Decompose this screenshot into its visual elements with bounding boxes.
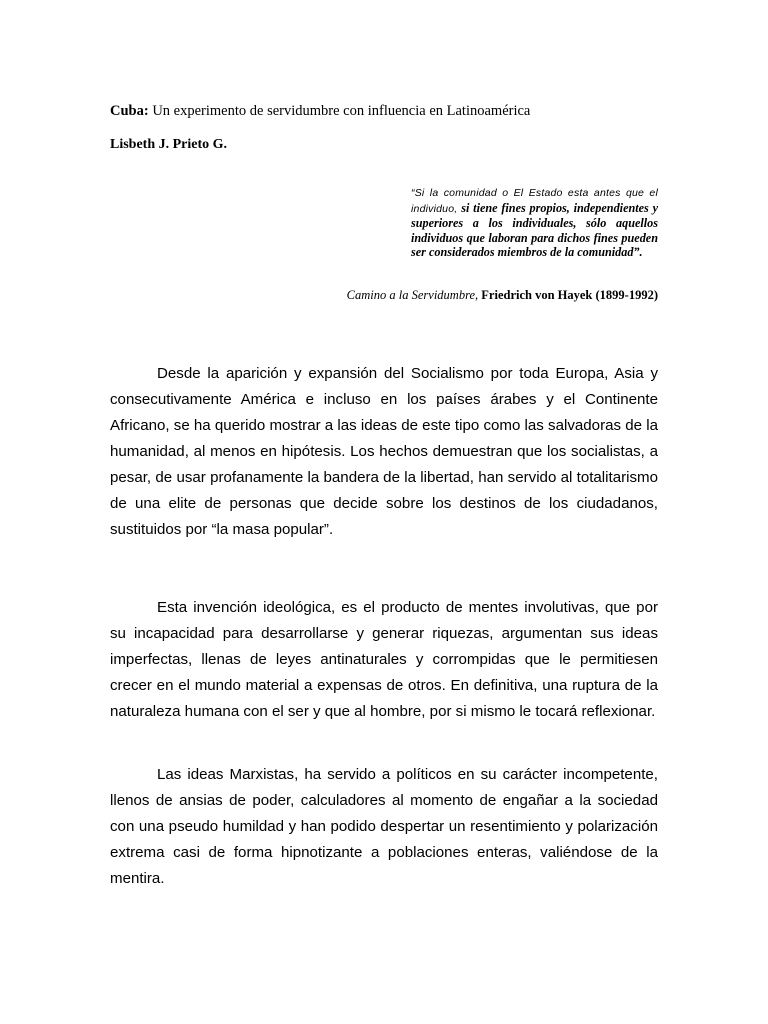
epigraph-quote-emphasis: si tiene fines propios, independientes y superiores a los individuales, sólo aquellos individuos que laboran para dichos fines pueden ser considerados miembros de la comunidad”.: [411, 200, 659, 259]
author-name: Lisbeth J. Prieto G.: [110, 137, 228, 152]
source-author: Friedrich von Hayek (1899-1992): [478, 288, 658, 302]
title-label: Cuba:: [110, 103, 149, 119]
document-title: [110, 102, 670, 120]
source-work: Camino a la Servidumbre,: [346, 288, 479, 302]
epigraph-source: [347, 287, 658, 303]
epigraph-quote-plain: “Si la comunidad o El Estado esta antes que el individuo,: [411, 187, 658, 215]
body-paragraph-3: Las ideas Marxistas, ha servido a políticos en su carácter incompetente, llenos de ansias de poder, calculadores al momento de engañar a la sociedad con una pseudo humildad y han podido despertar un resentimiento y polarización extrema casi de forma hipnotizante a poblaciones enteras, valiéndose de la mentira.: [110, 766, 658, 887]
body-paragraph-1: Desde la aparición y expansión del Socialismo por toda Europa, Asia y consecutivamente América e incluso en los países árabes y el Continente Africano, se ha querido mostrar a las ideas de este tipo como las salvadoras de la humanidad, al menos en hipótesis. Los hechos demuestran que los socialistas, a pesar, de usar profanamente la bandera de la libertad, han servido al totalitarismo de una elite de personas que decide sobre los destinos de los ciudadanos, sustituidos por “la masa popular”.: [110, 365, 658, 538]
body-paragraph-2: Esta invención ideológica, es el producto de mentes involutivas, que por su incapacidad para desarrollarse y generar riquezas, argumentan sus ideas imperfectas, llenas de leyes antinaturales y corrompidas que le permitiesen crecer en el mundo material a expensas de otros. En definitiva, una ruptura de la naturaleza humana con el ser y que al hombre, por si mismo le tocará reflexionar.: [110, 599, 658, 720]
title-text: Un experimento de servidumbre con influencia en Latinoamérica: [148, 103, 531, 119]
epigraph-quote: [411, 185, 658, 260]
